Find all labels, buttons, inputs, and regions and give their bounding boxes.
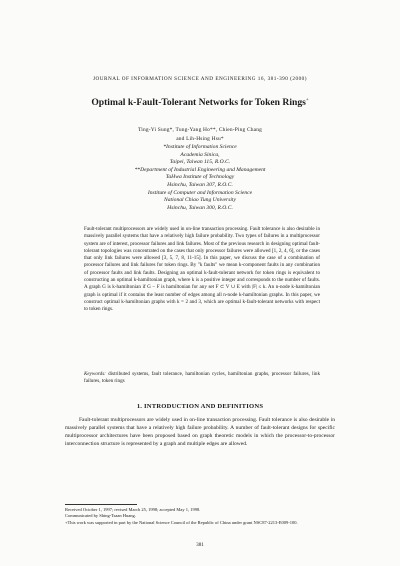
affiliation-line: Hsinchu, Taiwan 300, R.O.C. bbox=[167, 204, 233, 211]
title-footnote-mark: + bbox=[305, 97, 309, 103]
affiliations bbox=[0, 144, 400, 212]
footnote-communicated: Communicated by Shing-Tsaan Huang. bbox=[65, 513, 136, 518]
affiliation-line: Academia Sinica, bbox=[180, 151, 220, 158]
abstract: Fault-tolerant multiprocessors are widely used in on-line transaction processing. Fault tolerance is also desirable in massively parallel systems that have a relatively high failure probability. Two types of failures in a multiprocessor system are of interest, processor failures and link failures. Most of the previous research in designing optimal fault-tolerant topologies was concentrated on the cases that only processor failures were allowed [1, 2, 4, 6], or the cases that only link failures were allowed [3, 5, 7, 8, 11-15]. In this paper, we discuss the case of a combination of processor failures and link failures for token rings. By "k faults" we mean k-component faults in any combination of processor faults and link faults. Designing an optimal k-fault-tolerant network for token rings is equivalent to constructing an optimal k-hamiltonian graph, where k is a positive integer and corresponds to the number of faults. A graph G is k-hamiltonian if G − F is hamiltonian for any set F ⊂ V ∪ E with |F| ≤ k. An n-node k-hamiltonian graph is optimal if it contains the least number of edges among all n-node k-hamiltonian graphs. In this paper, we construct optimal k-hamiltonian graphs with k = 2 and 3, which are optimal k-fault-tolerant networks with respect to token rings. bbox=[84, 226, 320, 313]
authors-line: and Lih-Hsing Hsu* bbox=[176, 135, 224, 142]
affiliation-line: TaHwa Institute of Technology bbox=[165, 174, 235, 181]
keywords bbox=[84, 371, 320, 386]
paper-title-text: Optimal k-Fault-Tolerant Networks for Token Rings bbox=[91, 97, 306, 108]
section-heading: 1. INTRODUCTION AND DEFINITIONS bbox=[136, 403, 264, 410]
affiliation-line: *Institute of Information Science bbox=[163, 144, 237, 150]
affiliation-line: **Department of Industrial Engineering and Management bbox=[134, 166, 266, 173]
keywords-label: Keywords: bbox=[84, 371, 106, 377]
paper-title bbox=[0, 97, 400, 108]
author-list bbox=[0, 126, 400, 143]
affiliation-line: Hsinchu, Taiwan 307, R.O.C. bbox=[167, 181, 233, 188]
affiliation-line: Taipei, Taiwan 115, R.O.C. bbox=[169, 159, 231, 166]
footnote-rule bbox=[65, 504, 137, 505]
footnote-funding: +This work was supported in part by the National Science Council of the Republic of China under grant NSC87-2213-E009-100. bbox=[65, 520, 298, 525]
intro-paragraph: Fault-tolerant multiprocessors are widely used in on-line transaction processing. Fault tolerance is also desirable in massively parallel systems that have a relatively high failure probability. A number of fault-tolerant designs for specific multiprocessor architectures have been proposed based on graph theoretic models in which the processor-to-processor interconnection structure is represented by a graph and multiple edges are allowed. bbox=[65, 417, 335, 447]
authors-line: Ting-Yi Sung*, Tung-Yang Ho**, Chien-Ping Chang bbox=[137, 127, 263, 133]
footnote-received: Received October 1, 1997; revised March 25, 1998; accepted May 1, 1998. bbox=[65, 507, 201, 512]
page-number: 381 bbox=[196, 542, 204, 548]
keywords-text: distributed systems, fault tolerance, hamiltonian cycles, hamiltonian graphs, processor failures, link failures, token rings bbox=[84, 371, 320, 385]
journal-header: JOURNAL OF INFORMATION SCIENCE AND ENGINEERING 16, 381-390 (2000) bbox=[92, 76, 307, 82]
affiliation-line: Institute of Computer and Information Science bbox=[147, 189, 253, 196]
affiliation-line: National Chiao Tung University bbox=[164, 197, 236, 204]
